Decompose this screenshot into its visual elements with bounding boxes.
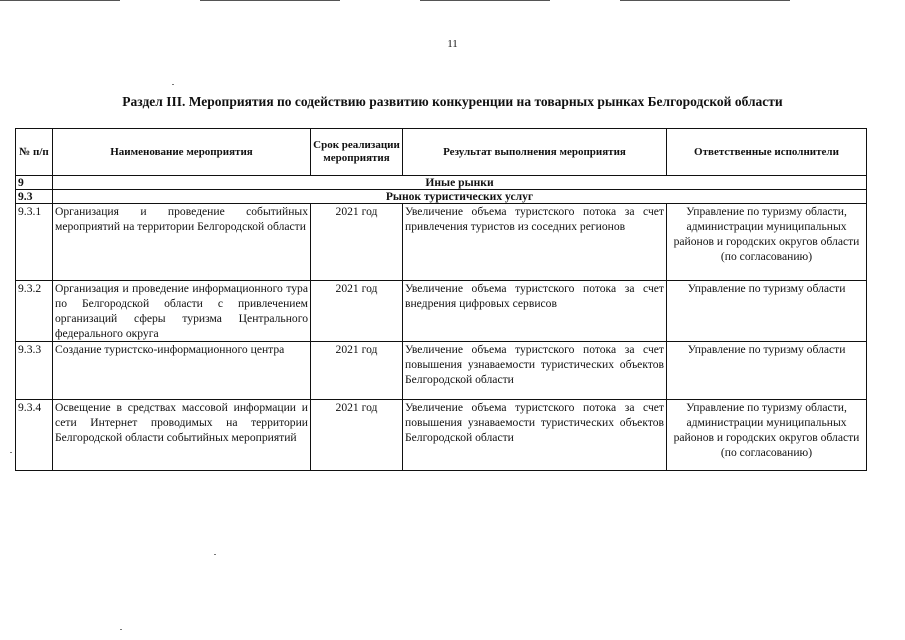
row-result: Увеличение объема туристского потока за счет привлечения туристов из соседних регионов: [403, 204, 667, 281]
row-result: Увеличение объема туристского потока за счет повышения узнаваемости туристических объектов Белгородской области: [403, 400, 667, 471]
row-num: 9.3.4: [16, 400, 53, 471]
table-row: [16, 400, 867, 471]
table-header-row: [16, 129, 867, 176]
row-name: Освещение в средствах массовой информации и сети Интернет проводимых на территории Белгородской области событийных мероприятий: [53, 400, 311, 471]
row-term: 2021 год: [311, 342, 403, 400]
row-responsible: Управление по туризму области, администрации муниципальных районов и городских округов области (по согласованию): [667, 400, 867, 471]
measures-table: [15, 128, 867, 471]
header-term: Срок реализации мероприятия: [311, 129, 403, 176]
section-num: 9: [16, 176, 53, 190]
table-row: [16, 281, 867, 342]
scan-speck: [172, 84, 174, 85]
page-number: 11: [447, 38, 458, 50]
table-row: [16, 204, 867, 281]
row-term: 2021 год: [311, 204, 403, 281]
row-responsible: Управление по туризму области, администрации муниципальных районов и городских округов области (по согласованию): [667, 204, 867, 281]
row-responsible: Управление по туризму области: [667, 342, 867, 400]
scan-speck: [120, 629, 122, 630]
section-heading: Раздел III. Мероприятия по содействию развитию конкуренции на товарных рынках Белгородской области: [122, 94, 783, 109]
row-result: Увеличение объема туристского потока за счет повышения узнаваемости туристических объектов Белгородской области: [403, 342, 667, 400]
section-title: Иные рынки: [53, 176, 867, 190]
section-row: [16, 176, 867, 190]
row-term: 2021 год: [311, 281, 403, 342]
row-result: Увеличение объема туристского потока за счет внедрения цифровых сервисов: [403, 281, 667, 342]
subsection-num: 9.3: [16, 190, 53, 204]
header-name: Наименование мероприятия: [53, 129, 311, 176]
header-responsible: Ответственные исполнители: [667, 129, 867, 176]
row-name: Организация и проведение информационного тура по Белгородской области с привлечением организаций сферы туризма Центрального федерального округа: [53, 281, 311, 342]
header-result: Результат выполнения мероприятия: [403, 129, 667, 176]
row-num: 9.3.3: [16, 342, 53, 400]
row-responsible: Управление по туризму области: [667, 281, 867, 342]
subsection-row: [16, 190, 867, 204]
row-num: 9.3.2: [16, 281, 53, 342]
subsection-title: Рынок туристических услуг: [53, 190, 867, 204]
header-num: № п/п: [16, 129, 53, 176]
scan-speck: [10, 452, 12, 453]
scan-speck: [214, 554, 216, 555]
table-row: [16, 342, 867, 400]
row-num: 9.3.1: [16, 204, 53, 281]
row-name: Организация и проведение событийных мероприятий на территории Белгородской области: [53, 204, 311, 281]
row-term: 2021 год: [311, 400, 403, 471]
scan-top-edge: [0, 0, 905, 2]
row-name: Создание туристско-информационного центра: [53, 342, 311, 400]
